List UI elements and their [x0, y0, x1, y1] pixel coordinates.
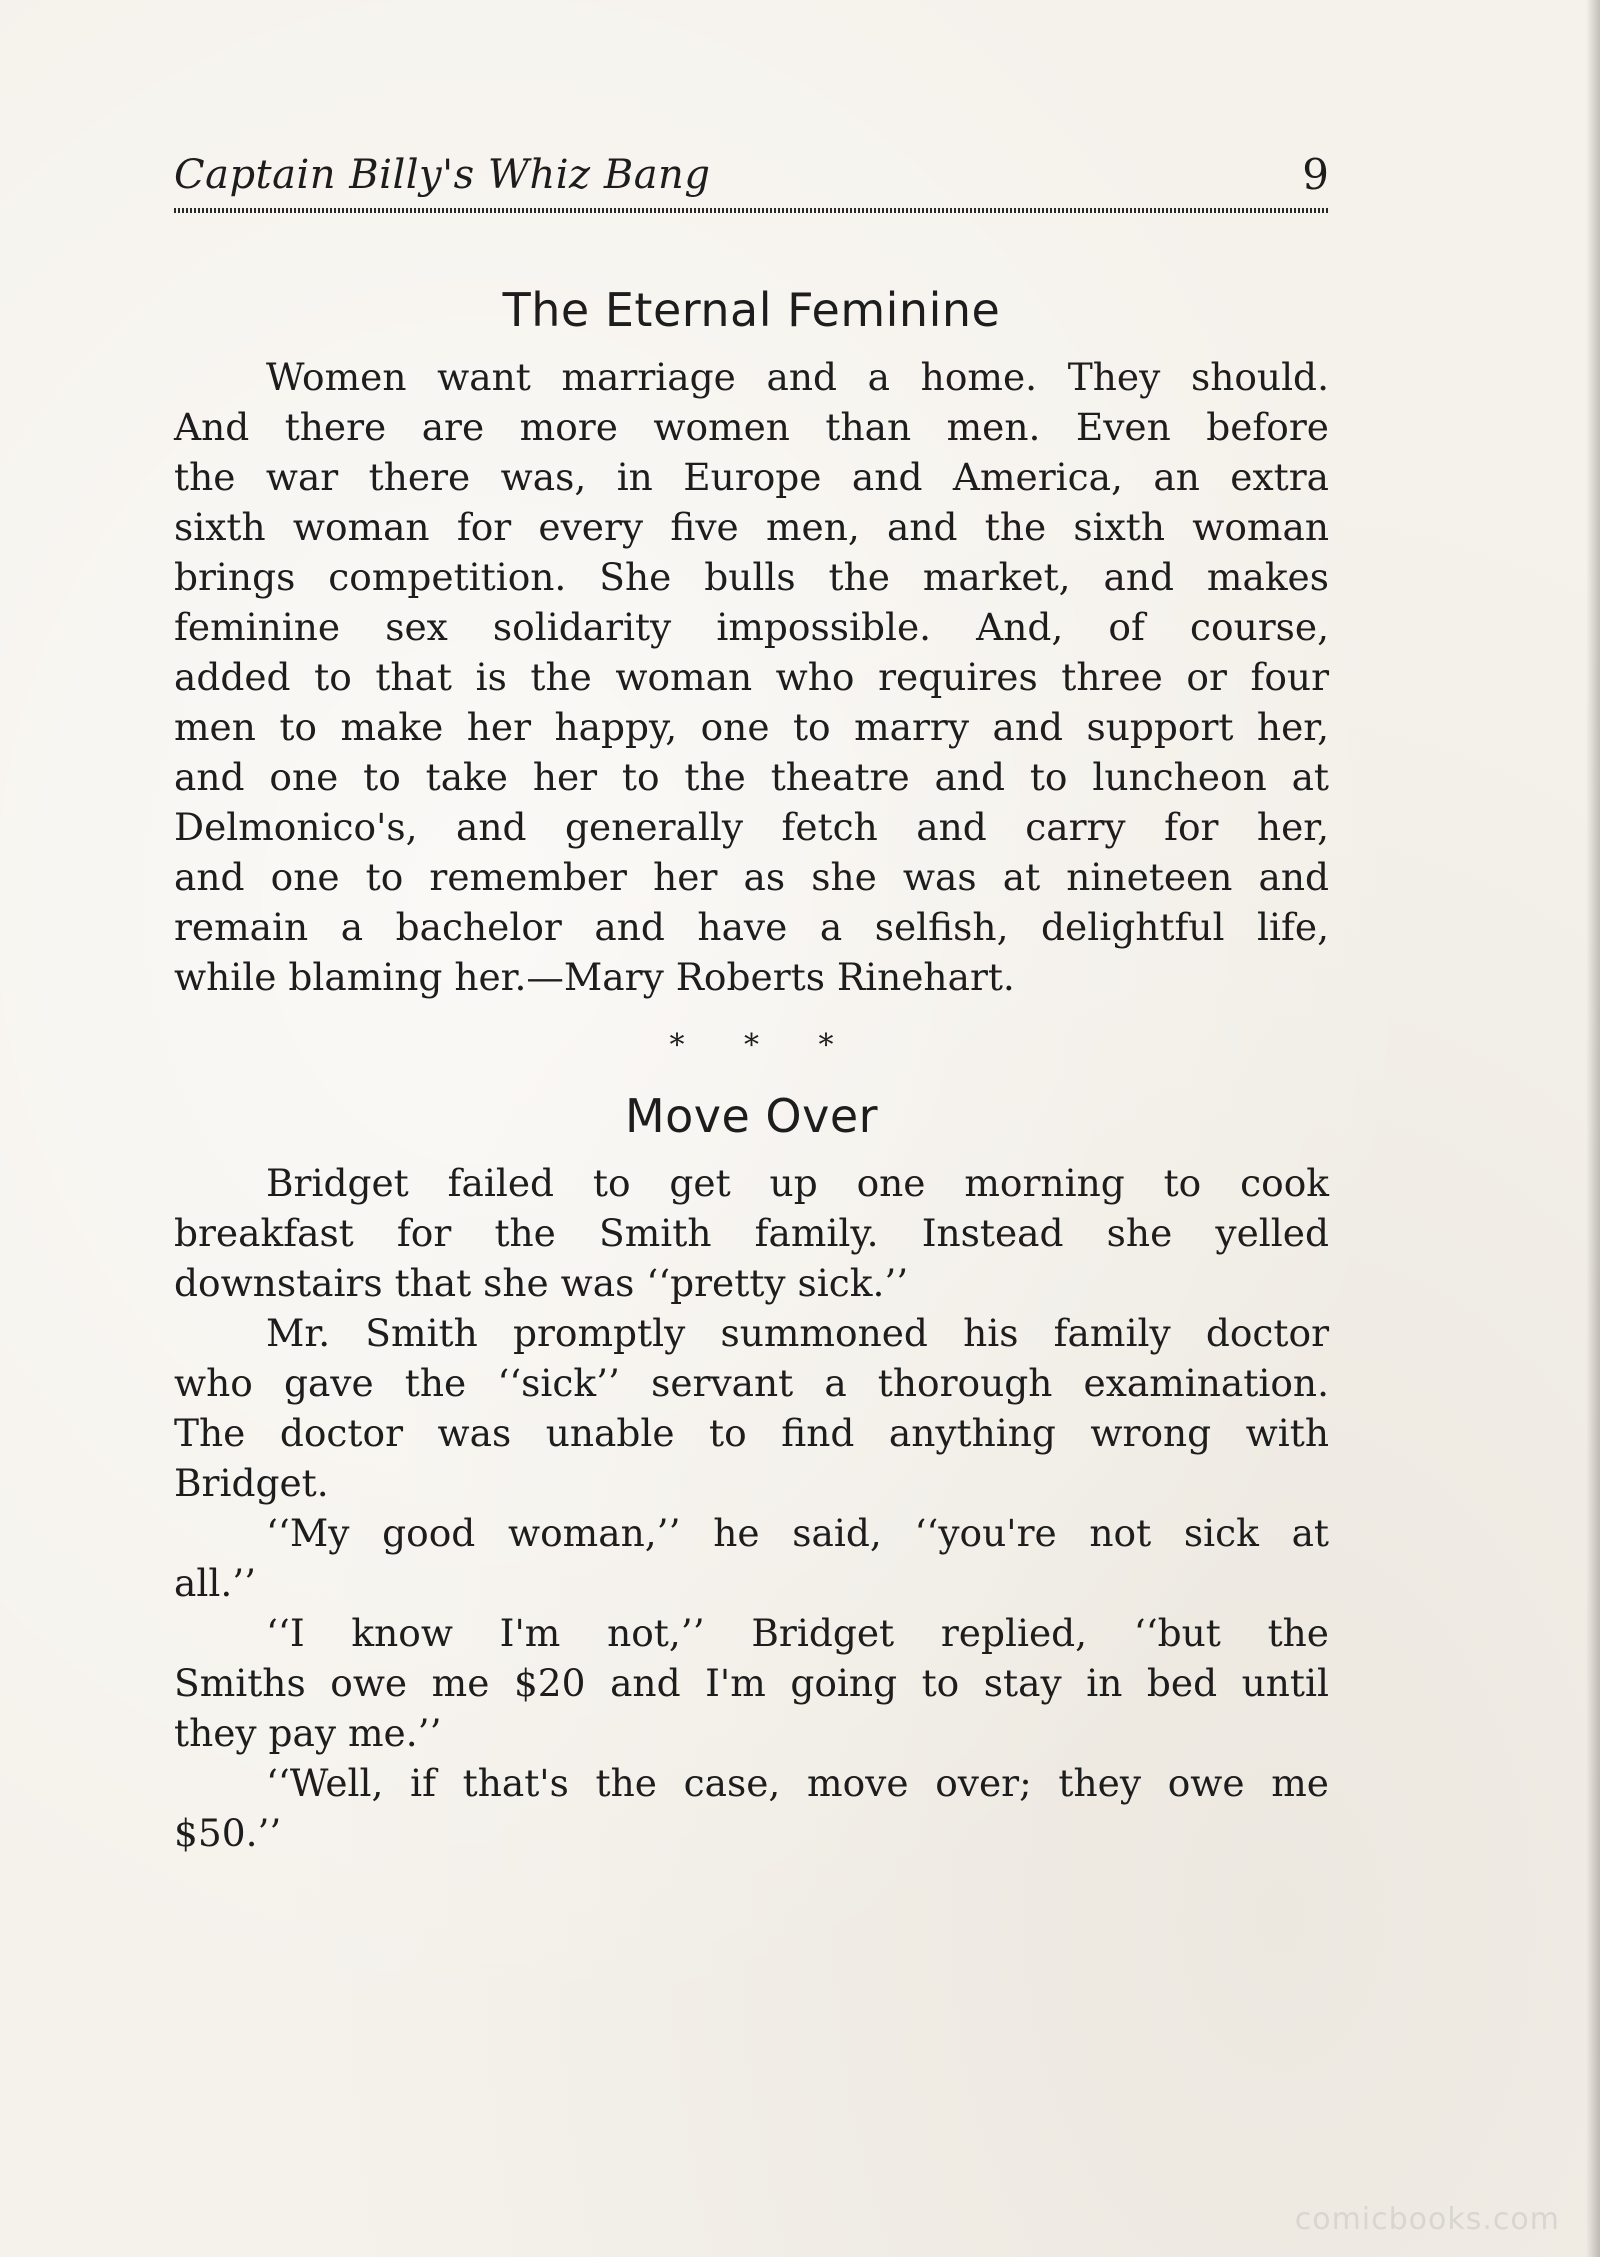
article-body-move-over [174, 1158, 1329, 1858]
body-line: downstairs that she was ‘‘pretty sick.’’ [174, 1261, 909, 1305]
article-title-move-over: Move Over [624, 1089, 879, 1143]
body-line: added to that is the woman who requires three or four [174, 655, 1329, 699]
body-line: ‘‘My good woman,’’ he said, ‘‘you're not sick at [266, 1511, 1329, 1555]
page-edge-shadow [1586, 0, 1600, 2257]
section-separator: * * * [669, 1028, 834, 1063]
article-title-eternal-feminine: The Eternal Feminine [502, 283, 1001, 337]
body-line: $50.’’ [174, 1811, 282, 1855]
body-line: all.’’ [174, 1561, 257, 1605]
body-line: who gave the ‘‘sick’’ servant a thorough examination. [174, 1361, 1329, 1405]
body-line: while blaming her.—Mary Roberts Rinehart. [174, 955, 1015, 999]
header-rule [174, 208, 1329, 213]
body-line: they pay me.’’ [174, 1711, 442, 1755]
body-line: Bridget. [174, 1461, 329, 1505]
body-line: men to make her happy, one to marry and support her, [174, 705, 1329, 749]
body-line: breakfast for the Smith family. Instead she yelled [174, 1211, 1329, 1255]
body-line: ‘‘I know I'm not,’’ Bridget replied, ‘‘but the [266, 1611, 1329, 1655]
body-line: Women want marriage and a home. They should. [266, 355, 1329, 399]
body-line: the war there was, in Europe and America, an extra [174, 455, 1329, 499]
page-number: 9 [1302, 150, 1329, 199]
article-body-eternal-feminine [174, 352, 1329, 1002]
body-line: and one to take her to the theatre and to luncheon at [174, 755, 1329, 799]
watermark-text: comicbooks.com [1294, 2202, 1560, 2237]
body-line: Mr. Smith promptly summoned his family doctor [266, 1311, 1329, 1355]
body-line: And there are more women than men. Even before [174, 405, 1329, 449]
body-line: ‘‘Well, if that's the case, move over; they owe me [266, 1761, 1329, 1805]
body-line: Bridget failed to get up one morning to cook [266, 1161, 1329, 1205]
body-line: remain a bachelor and have a selfish, delightful life, [174, 905, 1329, 949]
magazine-title: Captain Billy's Whiz Bang [174, 152, 711, 198]
body-line: The doctor was unable to find anything wrong with [174, 1411, 1329, 1455]
body-line: and one to remember her as she was at nineteen and [174, 855, 1329, 899]
body-line: sixth woman for every five men, and the sixth woman [174, 505, 1329, 549]
running-header [174, 148, 1329, 204]
body-line: feminine sex solidarity impossible. And, of course, [174, 605, 1329, 649]
body-line: brings competition. She bulls the market, and makes [174, 555, 1329, 599]
body-line: Smiths owe me $20 and I'm going to stay in bed until [174, 1661, 1329, 1705]
body-line: Delmonico's, and generally fetch and carry for her, [174, 805, 1329, 849]
